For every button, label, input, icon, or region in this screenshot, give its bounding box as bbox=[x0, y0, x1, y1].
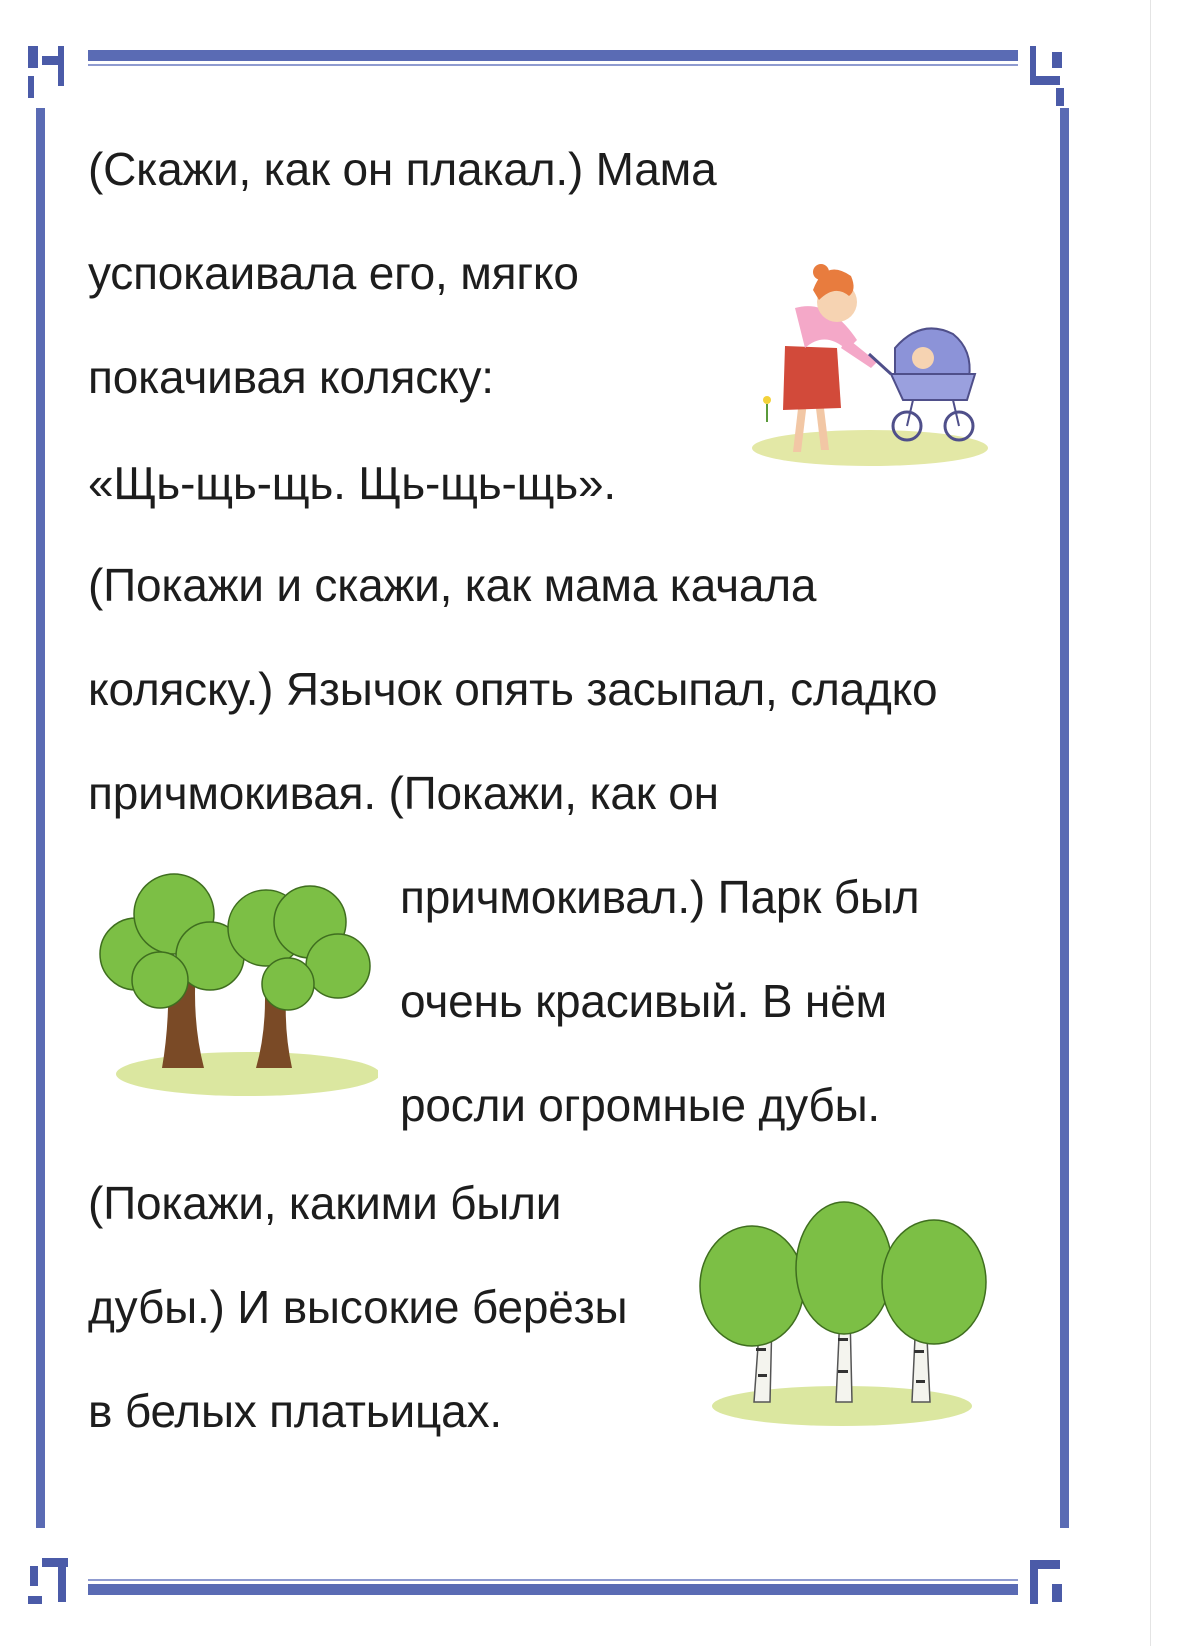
birch-trees-illustration bbox=[690, 1198, 1000, 1430]
text-line-10: росли огромные дубы. bbox=[400, 1079, 881, 1131]
text-line-13: в белых платьицах. bbox=[88, 1385, 502, 1437]
text-line-11: (Покажи, какими были bbox=[88, 1177, 562, 1229]
text-line-12: дубы.) И высокие берёзы bbox=[88, 1281, 628, 1333]
text-line-3: покачивая коляску: bbox=[88, 351, 494, 403]
text-line-9: очень красивый. В нём bbox=[400, 975, 887, 1027]
mother-with-stroller-illustration bbox=[745, 250, 990, 475]
text-line-5: (Покажи и скажи, как мама качала bbox=[88, 559, 817, 611]
text-line-6: коляску.) Язычок опять засыпал, сладко bbox=[88, 663, 938, 715]
text-line-4: «Щь-щь-щь. Щь-щь-щь». bbox=[88, 457, 617, 509]
text-line-2: успокаивала его, мягко bbox=[88, 247, 579, 299]
text-line-7: причмокивая. (Покажи, как он bbox=[88, 767, 719, 819]
text-line-1: (Скажи, как он плакал.) Мама bbox=[88, 143, 717, 195]
page-edge-shadow bbox=[1150, 0, 1151, 1646]
text-line-8: причмокивал.) Парк был bbox=[400, 871, 920, 923]
oak-trees-illustration bbox=[88, 862, 378, 1100]
